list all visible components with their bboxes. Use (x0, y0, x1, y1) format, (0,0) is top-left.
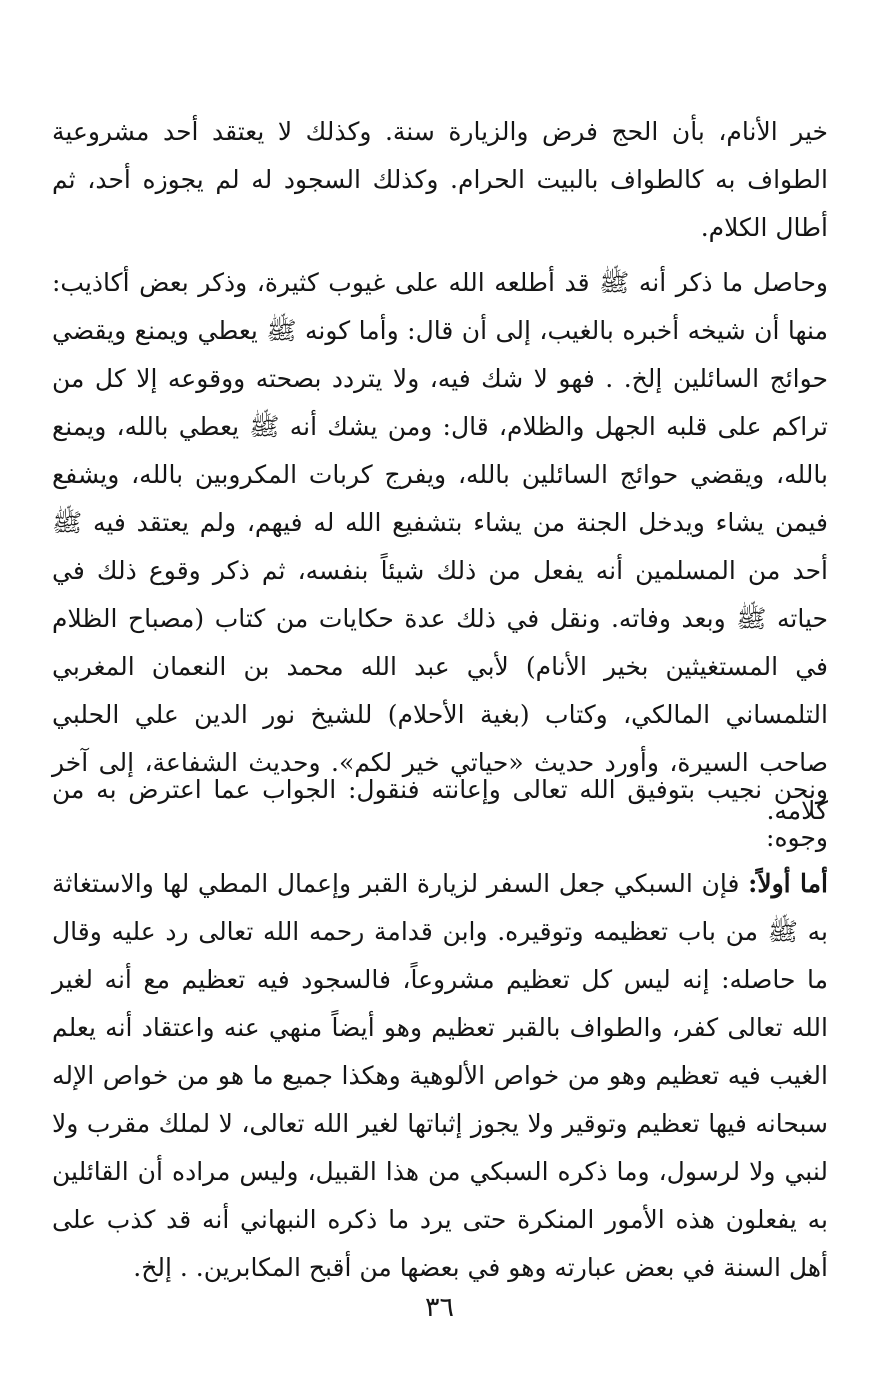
page-number: ٣٦ (424, 1292, 454, 1323)
paragraph-1: خير الأنام، بأن الحج فرض والزيارة سنة. وكذلك لا يعتقد أحد مشروعية الطواف به كالطواف بالبيت الحرام. وكذلك السجود له لم يجوزه أحد، ثم أطال الكلام. (52, 117, 828, 242)
paragraph-3: ونحن نجيب بتوفيق الله تعالى وإعانته فنقول: الجواب عما اعترض به من وجوه: (52, 775, 828, 852)
paragraph-4-body: فإن السبكي جعل السفر لزيارة القبر وإعمال المطي لها والاستغاثة به ﷺ من باب تعظيمه وتوقيره. وابن قدامة رحمه الله تعالى رد عليه وقال ما حاصله: إنه ليس كل تعظيم مشروعاً، فالسجود فيه تعظيم مع أنه لغير الله تعالى كفر، والطواف بالقبر تعظيم وهو أيضاً منهي عنه واعتقاد أنه يعلم الغيب فيه تعظيم وهو من خواص الألوهية وهكذا جميع ما هو من خواص الإله سبحانه فيها تعظيم وتوقير ولا يجوز إثباتها لغير الله تعالى، لا لملك مقرب ولا لنبي ولا لرسول، وما ذكره السبكي من هذا القبيل، وليس مراده أن القائلين به يفعلون هذه الأمور المنكرة حتى يرد ما ذكره النبهاني أنه قد كذب على أهل السنة في بعض عبارته وهو في بعضها من أقبح المكابرين. . إلخ. (52, 869, 828, 1282)
paragraph-2: وحاصل ما ذكر أنه ﷺ قد أطلعه الله على غيوب كثيرة، وذكر بعض أكاذيب: منها أن شيخه أخبره بالغيب، إلى أن قال: وأما كونه ﷺ يعطي ويمنع ويقضي حوائج السائلين إلخ. . فهو لا شك فيه، ولا يتردد بصحته ووقوعه إلا كل من تراكم على قلبه الجهل والظلام، قال: ومن يشك أنه ﷺ يعطي بالله، ويمنع بالله، ويقضي حوائج السائلين بالله، ويفرج كربات المكروبين بالله، ويشفع فيمن يشاء ويدخل الجنة من يشاء بتشفيع الله له فيهم، ولم يعتقد فيه ﷺ أحد من المسلمين أنه يفعل من ذلك شيئاً بنفسه، ثم ذكر وقوع ذلك في حياته ﷺ وبعد وفاته. ونقل في ذلك عدة حكايات من كتاب (مصباح الظلام في المستغيثين بخير الأنام) لأبي عبد الله محمد بن النعمان المغربي التلمساني المالكي، وكتاب (بغية الأحلام) للشيخ نور الدين علي الحلبي صاحب السيرة، وأورد حديث «حياتي خير لكم». وحديث الشفاعة، إلى آخر كلامه. (52, 268, 828, 825)
paragraph-4-lead: أما أولاً: (748, 869, 828, 898)
paragraph-4 (52, 860, 828, 1292)
